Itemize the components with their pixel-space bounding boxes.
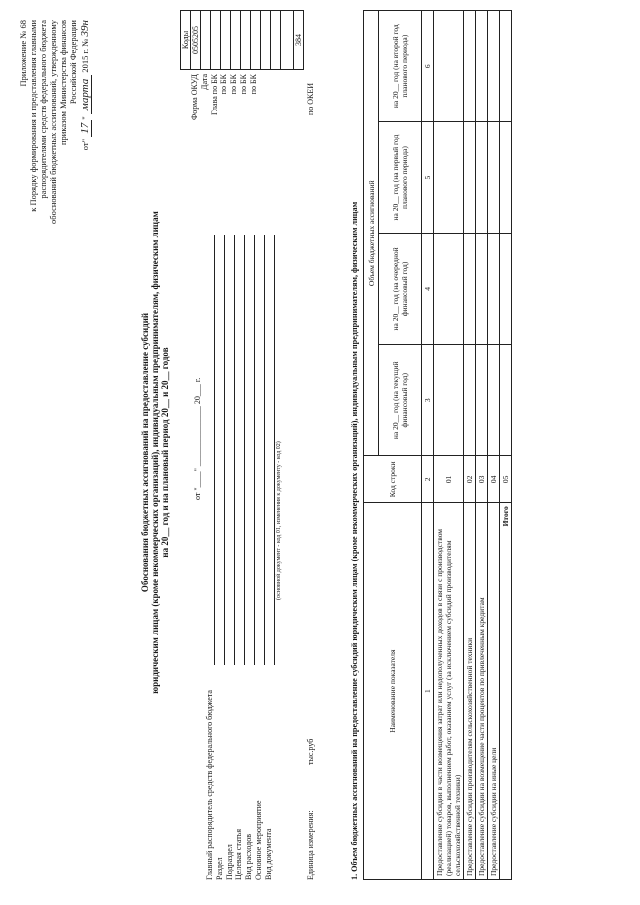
field-line-razdel[interactable] [224,235,225,665]
table-row [434,11,464,880]
title-line: юридическим лицам (кроме некоммерческих организаций), индивидуальным предпринимателям, физическим лицам [150,211,160,694]
codes-box [180,10,304,70]
field-label-razdel: Раздел [214,857,224,880]
row-name: Предоставление субсидии производителям сельскохозяйственной техники [464,503,476,880]
appendix-number: Приложение № 68 [18,20,28,87]
code-tselevaya[interactable] [241,11,251,70]
unit-label: Единица измерения: [306,810,315,880]
handwritten-month: марта [79,75,92,114]
col-number: 4 [422,233,434,344]
order-date: от" 17" марта 2015 г. № 39н [79,20,91,151]
row-name: Предоставление субсидии в части возмещения затрат или недополученных доходов в связи с производством (реализацией) товаров, выполнением работ, оказанием услуг (за исключением субсидий производителям сельскохозяйственной техники) [434,503,464,880]
value-cell[interactable] [434,233,464,344]
label-po-bk: по БК [248,74,258,95]
field-line-podrazdel[interactable] [234,235,235,665]
value-cell[interactable] [488,233,500,344]
value-cell[interactable] [464,233,476,344]
field-line-vid-raskhodov[interactable] [254,235,255,665]
col-number: 2 [422,456,434,503]
value-cell[interactable] [434,345,464,456]
total-code: 05 [500,456,512,503]
value-cell[interactable] [464,345,476,456]
label-po-bk: по БК [219,74,229,95]
codes-header: Коды [181,11,191,70]
code-glava[interactable] [211,11,221,70]
value-cell[interactable] [488,122,500,233]
field-labels [205,690,274,880]
code-spacer [281,11,294,70]
value-cell[interactable] [464,122,476,233]
code-okud: 0505205 [191,11,201,70]
code-razdel[interactable] [221,11,231,70]
value-cell[interactable] [434,122,464,233]
document-date-line: от "____" _______________ 20___ г. [193,377,202,500]
appendix-line: Российской Федерации [68,20,78,105]
table-row [464,11,476,880]
field-label-podrazdel: Подраздел [224,844,234,880]
code-date[interactable] [201,11,211,70]
row-code: 04 [488,456,500,503]
header-y3: на 20__ год (на первый год планового периода) [379,122,422,233]
subsidies-table [363,10,512,880]
row-code: 01 [434,456,464,503]
col-number: 1 [422,503,434,880]
value-cell[interactable] [476,11,488,122]
row-name: Предоставление субсидии на возмещение части процентов по привлеченным кредитам [476,503,488,880]
field-label-meropriyatie: Основное мероприятие [253,800,263,880]
label-forma-okud: Форма ОКУД [190,74,199,121]
value-cell[interactable] [500,122,512,233]
header-y4: на 20__ год (на второй год планового периода) [379,11,422,122]
code-meropriyatie[interactable] [261,11,271,70]
code-labels [190,74,259,130]
value-cell[interactable] [464,11,476,122]
field-label-grbs: Главный распорядитель средств федерального бюджета [205,690,214,880]
value-cell[interactable] [434,11,464,122]
field-line-meropriyatie[interactable] [264,235,265,665]
code-vid-dokumenta[interactable] [271,11,281,70]
field-label-vid-dokumenta: Вид документа [263,828,273,880]
label-data: Дата [199,74,209,90]
header-group: Объем бюджетных ассигнований [364,11,379,456]
handwritten-number: 39н [79,20,91,37]
appendix-line: распорядителями средств федерального бюджета [38,20,48,199]
table-row [476,11,488,880]
header-name: Наименование показателя [364,503,422,880]
doc-type-caption: (основной документ - код 01, изменения к документу - код 02) [276,441,282,600]
label-po-bk: по БК [229,74,239,95]
table-row [488,11,500,880]
field-line-grbs[interactable] [214,235,215,665]
header-y1: на 20__ год (на текущий финансовый год) [379,345,422,456]
column-number-row [422,11,434,880]
value-cell[interactable] [500,233,512,344]
unit-value: тыс.руб [306,738,315,765]
field-label-tselevaya: Целевая статья [234,828,244,880]
code-podrazdel[interactable] [231,11,241,70]
label-glava-bk: Глава по БК [209,74,219,115]
table-header-row [364,11,379,880]
title-line: Обоснования бюджетных ассигнований на предоставление субсидий [140,312,150,593]
table-total-row [500,11,512,880]
row-name: Предоставление субсидии на иные цели [488,503,500,880]
total-label: Итого [500,503,512,880]
value-cell[interactable] [488,345,500,456]
handwritten-day: 17 [79,120,92,137]
value-cell[interactable] [500,11,512,122]
col-number: 3 [422,345,434,456]
value-cell[interactable] [476,122,488,233]
appendix-line: обоснований бюджетных ассигнований, утвержденному [48,20,58,224]
appendix-line: к Порядку формирования и представления главными [28,20,38,212]
appendix-header [18,20,90,224]
col-number: 6 [422,11,434,122]
header-y2: на 20__ год (на очередной финансовый год) [379,233,422,344]
code-okei: 384 [294,11,304,70]
header-code: Код строки [364,456,422,503]
row-code: 03 [476,456,488,503]
title-line: на 20__ год и на плановый период 20__ и 20__ годов [160,347,170,558]
code-vid-raskhodov[interactable] [251,11,261,70]
value-cell[interactable] [500,345,512,456]
label-po-bk: по БК [238,74,248,95]
value-cell[interactable] [476,345,488,456]
label-po-okei: по ОКЕИ [306,82,315,115]
value-cell[interactable] [476,233,488,344]
section-1-title: 1. Объем бюджетных ассигнований на предоставление субсидий юридическим лицам (кроме некоммерческих организаций), индивидуальным предпринимателям, физическим лицам [350,201,359,880]
field-line-vid-dokumenta[interactable] [274,235,275,665]
value-cell[interactable] [488,11,500,122]
field-line-tselevaya[interactable] [244,235,245,665]
appendix-line: приказом Министерства финансов [58,20,68,145]
document-title [140,0,170,905]
field-label-vid-raskhodov: Вид расходов [244,834,254,880]
col-number: 5 [422,122,434,233]
row-code: 02 [464,456,476,503]
